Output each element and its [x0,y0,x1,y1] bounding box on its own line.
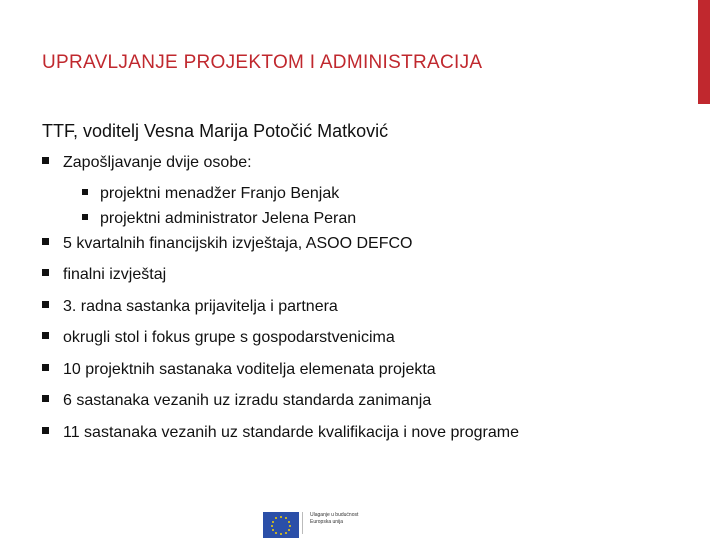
bullet-item [42,154,252,172]
eu-logo [263,512,358,538]
bullet-marker-icon [82,214,88,220]
bullet-item [42,329,395,347]
sub-bullet-item [82,210,356,228]
bullet-text: 3. radna sastanka prijavitelja i partnera [63,298,338,315]
bullet-text: 6 sastanaka vezanih uz izradu standarda zanimanja [63,392,432,409]
bullet-item [42,266,166,284]
bullet-item [42,361,436,379]
bullet-text: 5 kvartalnih financijskih izvještaja, ASOO DEFCO [63,235,413,252]
logo-line-1: Ulaganje u budućnost [310,512,359,518]
sub-bullet-item [82,185,339,203]
bullet-marker-icon [82,189,88,195]
bullet-text: okrugli stol i fokus grupe s gospodarstvenicima [63,329,395,346]
logo-divider [302,512,303,534]
bullet-marker-icon [42,269,49,276]
logo-text [310,512,358,526]
logo-line-2: Europska unija [310,519,344,525]
bullet-marker-icon [42,157,49,164]
bullet-text: projektni administrator Jelena Peran [100,210,357,227]
bullet-marker-icon [42,427,49,434]
bullet-text: Zapošljavanje dvije osobe: [63,154,252,171]
bullet-marker-icon [42,238,49,245]
bullet-marker-icon [42,301,49,308]
eu-flag-icon [263,512,299,538]
slide-title: UPRAVLJANJE PROJEKTOM I ADMINISTRACIJA [42,52,483,73]
bullet-item [42,392,431,410]
bullet-item [42,424,519,442]
bullet-text: 11 sastanaka vezanih uz standarde kvalifikacija i nove programe [63,424,519,441]
bullet-text: finalni izvještaj [63,266,167,283]
bullet-marker-icon [42,332,49,339]
bullet-marker-icon [42,364,49,371]
bullet-item [42,235,412,253]
bullet-text: projektni menadžer Franjo Benjak [100,185,340,202]
bullet-text: 10 projektnih sastanaka voditelja elemenata projekta [63,361,436,378]
bullet-item [42,298,338,316]
slide-subtitle: TTF, voditelj Vesna Marija Potočić Matković [42,121,389,141]
bullet-marker-icon [42,395,49,402]
